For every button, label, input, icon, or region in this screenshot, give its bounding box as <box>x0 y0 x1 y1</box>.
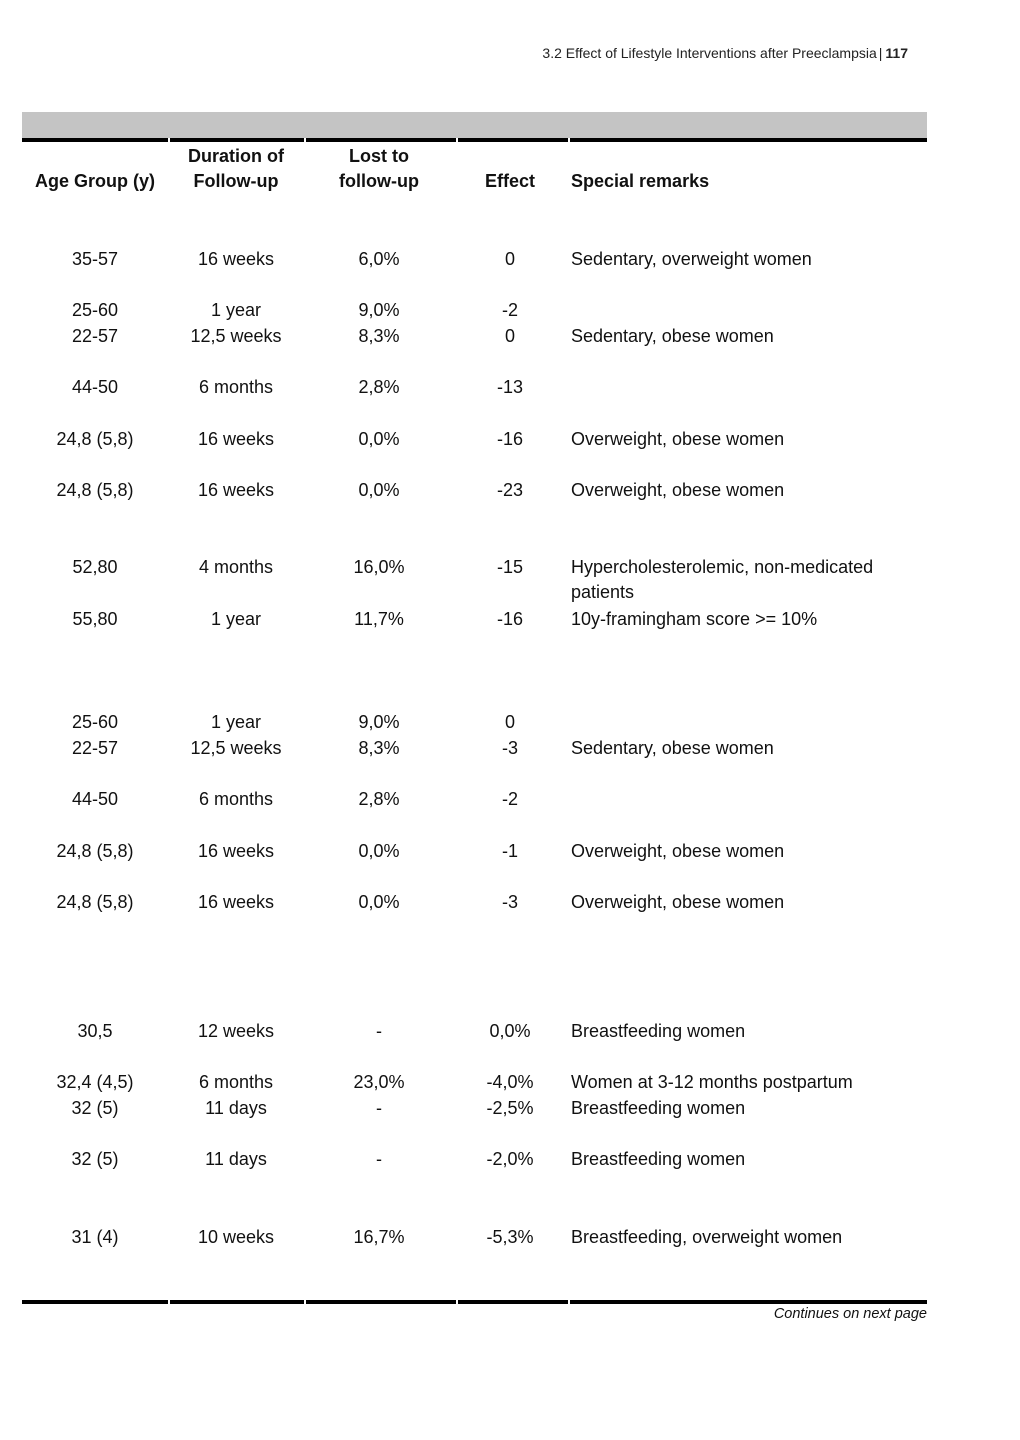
cell-age-group: 25-60 <box>71 712 119 732</box>
header-age-group: Age Group (y) <box>35 171 155 191</box>
cell-effect: -13 <box>496 377 524 397</box>
page-number: 117 <box>885 45 908 61</box>
cell-special-remarks: Breastfeeding, overweight women <box>571 1227 843 1247</box>
cell-age-group: 35-57 <box>71 249 119 269</box>
cell-age-group: 24,8 (5,8) <box>56 480 134 500</box>
cell-lost-to-follow-up: 9,0% <box>358 300 400 320</box>
cell-duration: 16 weeks <box>197 841 275 861</box>
cell-lost-to-follow-up: 0,0% <box>358 892 400 912</box>
cell-age-group: 24,8 (5,8) <box>56 841 134 861</box>
cell-lost-to-follow-up: 0,0% <box>358 841 400 861</box>
cell-special-remarks: Sedentary, overweight women <box>571 249 812 269</box>
cell-lost-to-follow-up: 2,8% <box>358 789 400 809</box>
cell-effect: 0,0% <box>489 1021 531 1041</box>
cell-age-group: 55,80 <box>72 609 118 629</box>
cell-age-group: 24,8 (5,8) <box>56 429 134 449</box>
cell-age-group: 22-57 <box>71 326 119 346</box>
cell-effect: -15 <box>496 557 524 577</box>
cell-lost-to-follow-up: 6,0% <box>358 249 400 269</box>
cell-duration: 12 weeks <box>197 1021 275 1041</box>
cell-special-remarks: Sedentary, obese women <box>571 326 774 346</box>
cell-duration: 12,5 weeks <box>190 326 282 346</box>
cell-age-group: 44-50 <box>71 377 119 397</box>
cell-duration: 11 days <box>205 1149 267 1169</box>
cell-special-remarks: Sedentary, obese women <box>571 738 774 758</box>
cell-effect: -16 <box>496 609 524 629</box>
cell-age-group: 32 (5) <box>71 1098 119 1118</box>
cell-lost-to-follow-up: 23,0% <box>353 1072 405 1092</box>
cell-effect: 0 <box>504 712 516 732</box>
cell-duration: 16 weeks <box>197 249 275 269</box>
header-lost-line2: follow-up <box>339 171 419 191</box>
cell-duration: 11 days <box>205 1098 267 1118</box>
cell-lost-to-follow-up: - <box>376 1021 382 1041</box>
cell-special-remarks: Hypercholesterolemic, non-medicated patients <box>571 557 874 602</box>
cell-lost-to-follow-up: 0,0% <box>358 429 400 449</box>
cell-lost-to-follow-up: 16,7% <box>353 1227 405 1247</box>
cell-special-remarks: 10y-framingham score >= 10% <box>571 609 818 629</box>
cell-duration: 4 months <box>198 557 274 577</box>
cell-effect: -1 <box>501 841 519 861</box>
cell-special-remarks: Breastfeeding women <box>571 1149 746 1169</box>
cell-lost-to-follow-up: - <box>376 1149 382 1169</box>
cell-duration: 6 months <box>198 1072 274 1092</box>
cell-lost-to-follow-up: - <box>376 1098 382 1118</box>
cell-lost-to-follow-up: 8,3% <box>358 738 400 758</box>
cell-special-remarks: Overweight, obese women <box>571 892 785 912</box>
cell-duration: 6 months <box>198 789 274 809</box>
cell-duration: 1 year <box>210 300 262 320</box>
cell-effect: -2,0% <box>486 1149 534 1169</box>
cell-special-remarks: Breastfeeding women <box>571 1098 746 1118</box>
header-duration <box>168 144 304 194</box>
cell-age-group: 24,8 (5,8) <box>56 892 134 912</box>
cell-duration: 10 weeks <box>197 1227 275 1247</box>
cell-duration: 16 weeks <box>197 892 275 912</box>
cell-special-remarks: Breastfeeding women <box>571 1021 746 1041</box>
cell-special-remarks: Overweight, obese women <box>571 429 785 449</box>
cell-effect: -3 <box>501 738 519 758</box>
header-duration-line1: Duration of <box>188 146 284 166</box>
running-head-separator: | <box>878 45 883 61</box>
cell-effect: 0 <box>504 326 516 346</box>
cell-effect: -2,5% <box>486 1098 534 1118</box>
cell-lost-to-follow-up: 0,0% <box>358 480 400 500</box>
cell-duration: 12,5 weeks <box>190 738 282 758</box>
cell-age-group: 44-50 <box>71 789 119 809</box>
cell-age-group: 30,5 <box>77 1021 113 1041</box>
cell-age-group: 32,4 (4,5) <box>56 1072 134 1092</box>
running-head <box>542 45 908 61</box>
cell-effect: -2 <box>501 789 519 809</box>
cell-lost-to-follow-up: 16,0% <box>353 557 405 577</box>
cell-age-group: 52,80 <box>72 557 118 577</box>
cell-lost-to-follow-up: 9,0% <box>358 712 400 732</box>
cell-special-remarks: Overweight, obese women <box>571 841 785 861</box>
header-lost-to-follow-up <box>304 144 454 194</box>
cell-effect: -5,3% <box>486 1227 534 1247</box>
cell-lost-to-follow-up: 2,8% <box>358 377 400 397</box>
cell-effect: -4,0% <box>486 1072 534 1092</box>
cell-effect: 0 <box>504 249 516 269</box>
cell-duration: 1 year <box>210 609 262 629</box>
cell-lost-to-follow-up: 11,7% <box>354 609 404 629</box>
cell-effect: -16 <box>496 429 524 449</box>
cell-special-remarks: Overweight, obese women <box>571 480 785 500</box>
cell-age-group: 31 (4) <box>71 1227 119 1247</box>
cell-effect: -2 <box>501 300 519 320</box>
cell-lost-to-follow-up: 8,3% <box>358 326 400 346</box>
header-duration-line2: Follow-up <box>193 171 279 191</box>
cell-age-group: 22-57 <box>71 738 119 758</box>
header-special-remarks: Special remarks <box>571 171 710 191</box>
running-head-title: 3.2 Effect of Lifestyle Interventions after Preeclampsia <box>542 45 877 61</box>
cell-age-group: 25-60 <box>71 300 119 320</box>
cell-effect: -23 <box>496 480 524 500</box>
table-title-band <box>22 112 927 139</box>
header-lost-line1: Lost to <box>349 146 409 166</box>
cell-duration: 1 year <box>210 712 262 732</box>
cell-duration: 16 weeks <box>197 429 275 449</box>
table-bottom-rule <box>22 1300 927 1304</box>
cell-age-group: 32 (5) <box>71 1149 119 1169</box>
cell-duration: 6 months <box>198 377 274 397</box>
cell-special-remarks: Women at 3-12 months postpartum <box>571 1072 853 1092</box>
header-effect: Effect <box>484 171 535 191</box>
cell-duration: 16 weeks <box>197 480 275 500</box>
cell-effect: -3 <box>501 892 519 912</box>
continues-note: Continues on next page <box>773 1306 927 1322</box>
table-top-rule <box>22 138 927 142</box>
